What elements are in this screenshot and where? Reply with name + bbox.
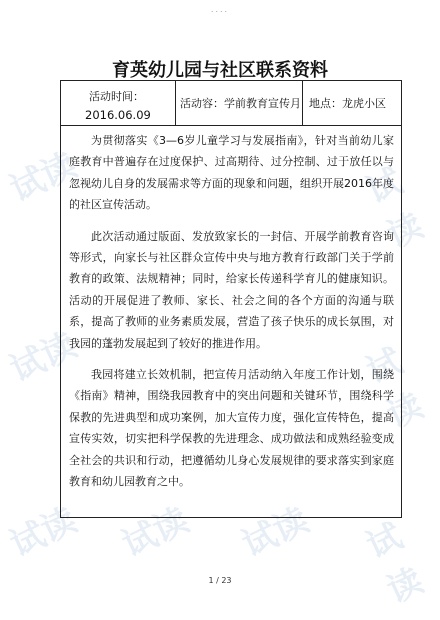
activity-content-label: 活动容：学前教育宣传月 <box>180 97 301 110</box>
page-title: 育英幼儿园与社区联系资料 <box>112 60 328 81</box>
watermark-text: 试读 <box>4 500 83 566</box>
activity-time-cell <box>61 81 176 125</box>
page-number: 1 / 23 <box>208 576 232 585</box>
watermark-text: 试读 <box>360 516 430 612</box>
paragraph: 为贯彻落实《3—6岁儿童学习与发展指南》，针对当前幼儿家庭教育中普遍存在过度保护、过高期待、过分控制、过于放任以与忽视幼儿自身的发展需求等方面的现象和问题，组织开展2016年度的社区宣传活动。 <box>69 134 394 212</box>
watermark-text: 试读 <box>116 500 195 566</box>
activity-content-cell <box>176 81 303 125</box>
paragraph: 此次活动通过版面、发放致家长的一封信、开展学前教育咨询等形式，向家长与社区群众宣传中央与地方教育行政部门关于学前教育的政策、法规精神；同时，给家长传递科学育儿的健康知识。活动的开展促进了教师、家长、社会之间的各个方面的沟通与联系，提高了教师的业务素质发展，营造了孩子快乐的成长氛围，对我园的蓬勃发展起到了较好的推进作用。 <box>69 229 394 350</box>
watermark-text: 试读 <box>360 341 430 437</box>
activity-place-label: 地点：龙虎小区 <box>309 97 386 110</box>
watermark-text: 试读 <box>4 145 83 211</box>
watermark-text: 试读 <box>236 500 315 566</box>
activity-info-row <box>61 81 401 126</box>
header-dots: .... <box>210 5 230 14</box>
activity-description <box>61 126 401 493</box>
watermark-text: 试读 <box>360 161 430 257</box>
activity-time-label: 活动时间： <box>89 90 144 103</box>
watermark-text: 试读 <box>4 325 83 391</box>
activity-record-table <box>60 80 402 518</box>
activity-time-value: 2016.06.09 <box>85 108 151 122</box>
activity-place-cell <box>303 81 401 125</box>
paragraph: 我园将建立长效机制，把宣传月活动纳入年度工作计划，围绕《指南》精神，围绕我园教育中的突出问题和关键环节，围绕科学保教的先进典型和成功案例，加大宣传力度，强化宣传特色，提高宣传实效，切实把科学保教的先进理念、成功做法和成熟经验变成全社会的共识和行动，把遵循幼儿身心发展规律的要求落实到家庭教育和幼儿园教育之中。 <box>69 368 394 489</box>
